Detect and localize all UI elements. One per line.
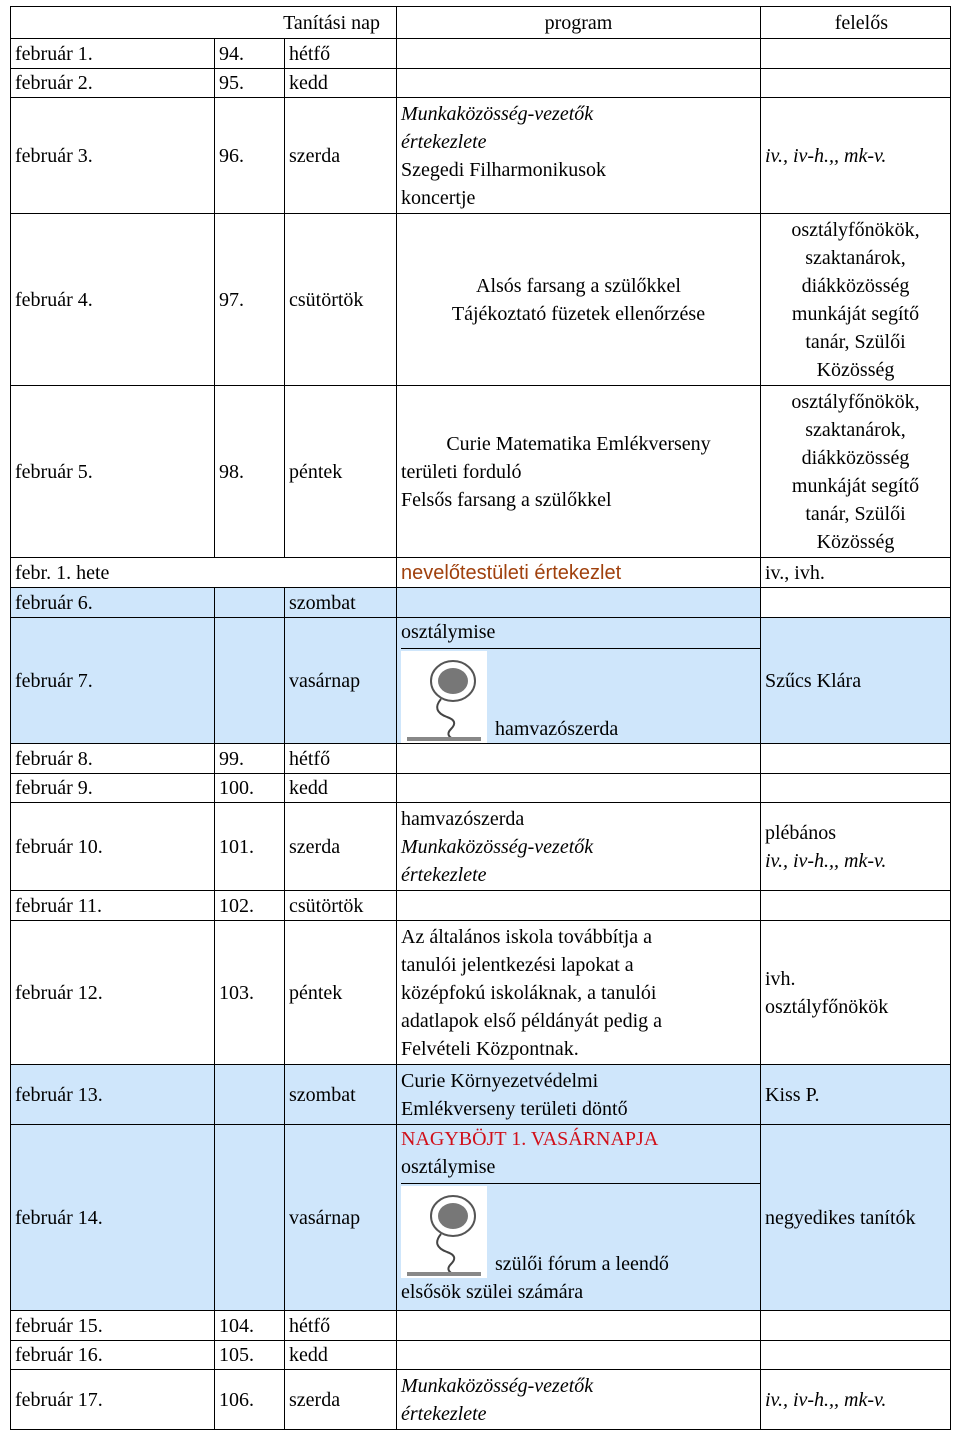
responsible-line: Közösség — [816, 358, 895, 381]
microphone-icon — [401, 651, 487, 743]
program-line: adatlapok első példányát pedig a — [401, 1009, 663, 1032]
weekday-cell: kedd — [285, 1341, 397, 1370]
day-number-cell: 101. — [215, 803, 285, 891]
date-cell: február 13. — [11, 1065, 215, 1125]
program-line: Munkaközösség-vezetők — [401, 102, 594, 125]
weekday-cell: hétfő — [285, 744, 397, 774]
program-line: elsősök szülei számára — [401, 1281, 584, 1303]
header-tanitasi-nap: Tanítási nap — [215, 7, 397, 39]
program-line: hamvazószerda — [401, 807, 525, 830]
date-cell: február 9. — [11, 774, 215, 803]
table-row — [11, 774, 951, 803]
day-number-cell: 99. — [215, 744, 285, 774]
date-cell: február 10. — [11, 803, 215, 891]
header-row — [11, 7, 951, 39]
program-cell — [397, 39, 761, 69]
table-row — [11, 558, 951, 588]
program-cell — [397, 588, 761, 618]
responsible-cell — [761, 1341, 951, 1370]
table-row — [11, 1311, 951, 1341]
program-line: tanulói jelentkezési lapokat a — [401, 953, 634, 976]
responsible-cell: Szűcs Klára — [761, 618, 951, 744]
day-number-cell: 100. — [215, 774, 285, 803]
program-cell — [397, 921, 761, 1065]
responsible-line: munkáját segítő — [791, 474, 920, 497]
program-line: területi forduló — [401, 460, 522, 483]
day-number-cell: 95. — [215, 69, 285, 98]
header-felelos: felelős — [761, 7, 951, 39]
program-table — [10, 6, 951, 1430]
responsible-line: plébános — [765, 821, 837, 844]
date-cell: február 4. — [11, 214, 215, 386]
date-cell: február 2. — [11, 69, 215, 98]
responsible-cell: Kiss P. — [761, 1065, 951, 1125]
weekday-cell: csütörtök — [285, 214, 397, 386]
table-row — [11, 1125, 951, 1311]
program-line: Curie Matematika Emlékverseny — [446, 432, 711, 455]
day-number-cell: 102. — [215, 891, 285, 921]
responsible-cell: iv., iv-h.,, mk-v. — [761, 1370, 951, 1430]
program-line: Felvételi Központnak. — [401, 1037, 579, 1060]
day-number-cell: 96. — [215, 98, 285, 214]
day-number-cell: 98. — [215, 386, 285, 558]
responsible-cell — [761, 891, 951, 921]
table-row — [11, 1065, 951, 1125]
program-cell — [397, 618, 761, 744]
responsible-line: munkáját segítő — [791, 302, 920, 325]
program-line: Munkaközösség-vezetők — [401, 835, 594, 858]
program-cell — [397, 1065, 761, 1125]
date-cell: február 15. — [11, 1311, 215, 1341]
responsible-cell: iv., iv-h.,, mk-v. — [761, 98, 951, 214]
program-line: hamvazószerda — [495, 718, 619, 740]
program-line: Munkaközösség-vezetők — [401, 1374, 594, 1397]
program-cell — [397, 891, 761, 921]
responsible-cell: negyedikes tanítók — [761, 1125, 951, 1311]
responsible-cell — [761, 39, 951, 69]
table-row — [11, 618, 951, 744]
responsible-cell — [761, 803, 951, 891]
program-cell — [397, 1311, 761, 1341]
responsible-cell — [761, 69, 951, 98]
weekday-cell: péntek — [285, 386, 397, 558]
date-cell: február 3. — [11, 98, 215, 214]
responsible-cell — [761, 588, 951, 618]
weekday-cell: kedd — [285, 774, 397, 803]
responsible-line: tanár, Szülői — [805, 502, 906, 525]
table-row — [11, 803, 951, 891]
weekday-cell: hétfő — [285, 1311, 397, 1341]
day-number-cell: 97. — [215, 214, 285, 386]
program-line: középfokú iskoláknak, a tanulói — [401, 981, 657, 1004]
responsible-cell — [761, 921, 951, 1065]
date-cell: február 5. — [11, 386, 215, 558]
program-cell — [397, 803, 761, 891]
day-number-cell: 105. — [215, 1341, 285, 1370]
program-line: Emlékverseny területi döntő — [401, 1097, 628, 1120]
program-cell — [397, 1370, 761, 1430]
responsible-line: szaktanárok, — [805, 418, 906, 441]
responsible-cell — [761, 744, 951, 774]
date-cell: február 7. — [11, 618, 215, 744]
responsible-cell — [761, 774, 951, 803]
weekday-cell: szombat — [285, 588, 397, 618]
program-line: NAGYBÖJT 1. VASÁRNAPJA — [401, 1128, 659, 1150]
program-line: szülői fórum a leendő — [495, 1253, 669, 1275]
table-row — [11, 39, 951, 69]
table-row — [11, 921, 951, 1065]
weekday-cell: hétfő — [285, 39, 397, 69]
day-number-cell — [215, 1125, 285, 1311]
program-line: osztálymise — [401, 1153, 761, 1184]
program-line: Curie Környezetvédelmi — [401, 1069, 599, 1092]
day-number-cell — [215, 588, 285, 618]
date-cell: február 6. — [11, 588, 215, 618]
table-row — [11, 386, 951, 558]
responsible-line: osztályfőnökök, — [791, 390, 920, 413]
program-line: Tájékoztató füzetek ellenőrzése — [451, 302, 706, 325]
weekday-cell: vasárnap — [285, 1125, 397, 1311]
table-row — [11, 98, 951, 214]
program-cell — [397, 744, 761, 774]
weekday-cell: szerda — [285, 1370, 397, 1430]
responsible-line: iv., iv-h.,, mk-v. — [765, 849, 887, 872]
weekday-cell: csütörtök — [285, 891, 397, 921]
date-cell: február 12. — [11, 921, 215, 1065]
weekday-cell: szombat — [285, 1065, 397, 1125]
date-cell: február 11. — [11, 891, 215, 921]
date-cell: február 17. — [11, 1370, 215, 1430]
table-row — [11, 1341, 951, 1370]
date-cell: február 8. — [11, 744, 215, 774]
responsible-line: tanár, Szülői — [805, 330, 906, 353]
program-line: Alsós farsang a szülőkkel — [476, 274, 681, 297]
program-line: Az általános iskola továbbítja a — [401, 925, 653, 948]
day-number-cell: 106. — [215, 1370, 285, 1430]
responsible-line: szaktanárok, — [805, 246, 906, 269]
weekday-cell: szerda — [285, 803, 397, 891]
table-row — [11, 891, 951, 921]
weekday-cell: kedd — [285, 69, 397, 98]
date-cell: február 16. — [11, 1341, 215, 1370]
program-cell — [397, 214, 761, 386]
day-number-cell: 94. — [215, 39, 285, 69]
microphone-icon — [401, 1186, 487, 1278]
table-row — [11, 744, 951, 774]
weekday-cell: szerda — [285, 98, 397, 214]
date-cell: február 1. — [11, 39, 215, 69]
responsible-cell: iv., ivh. — [761, 558, 951, 588]
weekday-cell: vasárnap — [285, 618, 397, 744]
responsible-line: diákközösség — [801, 446, 910, 469]
table-row — [11, 1370, 951, 1430]
day-number-cell: 104. — [215, 1311, 285, 1341]
date-cell: febr. 1. hete — [11, 558, 397, 588]
responsible-cell — [761, 214, 951, 386]
program-line: értekezlete — [401, 863, 487, 886]
program-cell — [397, 98, 761, 214]
program-cell — [397, 69, 761, 98]
program-line: értekezlete — [401, 1402, 487, 1425]
responsible-line: osztályfőnökök — [765, 995, 889, 1018]
responsible-line: ivh. — [765, 967, 796, 990]
day-number-cell — [215, 1065, 285, 1125]
program-cell: nevelőtestületi értekezlet — [397, 558, 761, 588]
table-row — [11, 214, 951, 386]
program-line: Szegedi Filharmonikusok — [401, 158, 606, 181]
table-row — [11, 588, 951, 618]
responsible-line: diákközösség — [801, 274, 910, 297]
table-row — [11, 69, 951, 98]
program-cell — [397, 386, 761, 558]
program-cell — [397, 1125, 761, 1311]
responsible-cell — [761, 386, 951, 558]
program-line: Felsős farsang a szülőkkel — [401, 488, 612, 511]
day-number-cell: 103. — [215, 921, 285, 1065]
program-line: osztálymise — [401, 618, 761, 649]
program-cell — [397, 1341, 761, 1370]
program-cell — [397, 774, 761, 803]
program-line: értekezlete — [401, 130, 487, 153]
day-number-cell — [215, 618, 285, 744]
program-line: koncertje — [401, 186, 476, 209]
responsible-line: osztályfőnökök, — [791, 218, 920, 241]
date-cell: február 14. — [11, 1125, 215, 1311]
header-program: program — [397, 7, 761, 39]
weekday-cell: péntek — [285, 921, 397, 1065]
responsible-cell — [761, 1311, 951, 1341]
responsible-line: Közösség — [816, 530, 895, 553]
